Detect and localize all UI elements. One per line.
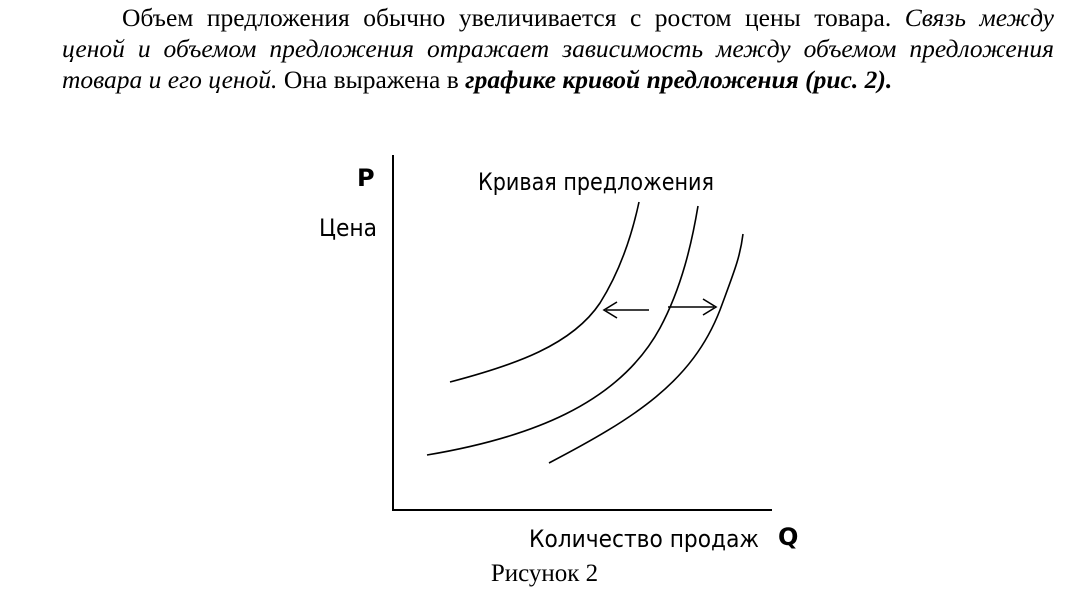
figure-caption: Рисунок 2: [490, 560, 599, 587]
sentence-3-emphasis: графике кривой предложения (рис. 2).: [465, 65, 893, 94]
sentence-1: Объем предложения обычно увеличивается с ростом цены товара.: [122, 3, 892, 32]
y-axis-label: Цена: [319, 214, 377, 242]
supply-curve-left: [450, 202, 639, 382]
sentence-2: Связь между ценой и объемом предложения отражает зависимость между объемом предложения товара и его ценой.: [62, 3, 1054, 94]
y-axis-letter: P: [357, 164, 375, 192]
x-axis-label: Количество продаж: [529, 525, 759, 553]
x-axis-letter: Q: [778, 523, 799, 551]
supply-curve-figure: [300, 150, 820, 570]
body-paragraph: [62, 2, 1054, 95]
supply-curve-middle: [427, 206, 698, 455]
arrow-right-icon: [668, 299, 716, 315]
arrow-left-icon: [604, 302, 649, 318]
sentence-3-start: Она выражена в: [283, 65, 459, 94]
figure-title: Кривая предложения: [478, 168, 714, 196]
